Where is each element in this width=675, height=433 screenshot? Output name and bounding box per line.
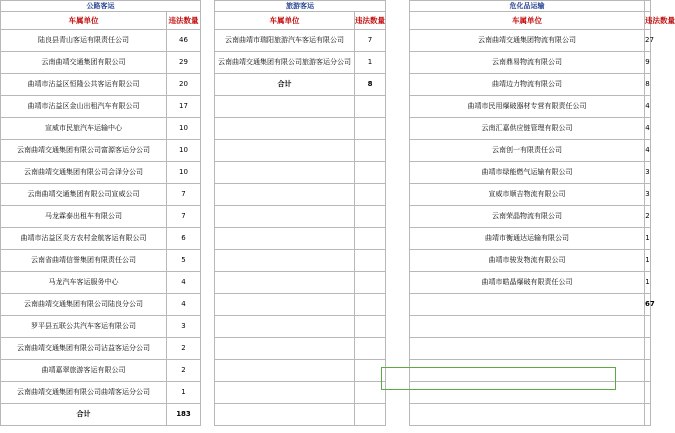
empty-cell[interactable] xyxy=(645,316,651,338)
gap-cell[interactable] xyxy=(201,206,215,228)
road-count-cell[interactable]: 10 xyxy=(167,140,201,162)
header-unit-hazard[interactable]: 车属单位 xyxy=(410,12,645,30)
road-unit-cell[interactable]: 云南曲靖交通集团有限公司 xyxy=(1,52,167,74)
empty-cell[interactable] xyxy=(215,338,355,360)
hazard-unit-cell[interactable]: 云南鼎易物流有限公司 xyxy=(410,52,645,74)
hazard-unit-cell[interactable]: 曲靖市皓晶爆破有限责任公司 xyxy=(410,272,645,294)
tour-unit-cell[interactable]: 云南曲靖市瑞阳旅游汽车客运有限公司 xyxy=(215,30,355,52)
header-count-hazard[interactable]: 违法数量 xyxy=(645,12,651,30)
hazard-count-cell[interactable]: 3 xyxy=(645,162,651,184)
road-unit-cell[interactable]: 宣威市民旅汽车运输中心 xyxy=(1,118,167,140)
table-row xyxy=(1,404,651,426)
empty-cell[interactable] xyxy=(645,382,651,404)
hazard-unit-cell[interactable]: 宣威市顺吉物流有限公司 xyxy=(410,184,645,206)
hazard-count-cell[interactable]: 27 xyxy=(645,30,651,52)
table-row xyxy=(1,74,651,96)
road-count-cell[interactable]: 29 xyxy=(167,52,201,74)
road-unit-cell[interactable]: 云南曲靖交通集团有限公司沾益客运分公司 xyxy=(1,338,167,360)
table-row xyxy=(1,52,651,74)
empty-cell[interactable] xyxy=(355,382,386,404)
table-row xyxy=(1,96,651,118)
empty-cell[interactable] xyxy=(215,272,355,294)
table-row xyxy=(1,272,651,294)
hazard-count-cell[interactable]: 4 xyxy=(645,96,651,118)
road-unit-cell[interactable]: 马龙汽车客运服务中心 xyxy=(1,272,167,294)
road-count-cell[interactable]: 10 xyxy=(167,118,201,140)
gap-cell[interactable] xyxy=(201,272,215,294)
empty-cell[interactable] xyxy=(355,360,386,382)
tour-total-label[interactable]: 合计 xyxy=(215,74,355,96)
gap-cell[interactable] xyxy=(201,162,215,184)
table-row xyxy=(1,338,651,360)
gap-cell[interactable] xyxy=(386,338,410,360)
road-unit-cell[interactable]: 云南曲靖交通集团有限公司曲靖客运分公司 xyxy=(1,382,167,404)
gap-cell[interactable] xyxy=(386,382,410,404)
road-unit-cell[interactable]: 云南曲靖交通集团有限公司陆良分公司 xyxy=(1,294,167,316)
gap-cell[interactable] xyxy=(201,140,215,162)
empty-cell[interactable] xyxy=(645,1,651,12)
empty-cell[interactable] xyxy=(355,250,386,272)
hazard-unit-cell[interactable]: 曲靖市绿能燃气运输有限公司 xyxy=(410,162,645,184)
empty-cell[interactable] xyxy=(355,294,386,316)
hazard-count-cell[interactable]: 2 xyxy=(645,206,651,228)
hazard-count-cell[interactable]: 8 xyxy=(645,74,651,96)
gap-cell[interactable] xyxy=(386,228,410,250)
hazard-unit-cell[interactable]: 云南汇嘉供应链管理有限公司 xyxy=(410,118,645,140)
empty-cell[interactable] xyxy=(355,338,386,360)
gap-cell[interactable] xyxy=(386,1,410,12)
hazard-unit-cell[interactable]: 云南创一有限责任公司 xyxy=(410,140,645,162)
road-count-cell[interactable]: 4 xyxy=(167,272,201,294)
empty-cell[interactable] xyxy=(410,404,645,426)
empty-cell[interactable] xyxy=(215,316,355,338)
empty-cell[interactable] xyxy=(215,360,355,382)
gap-cell[interactable] xyxy=(201,12,215,30)
gap-cell[interactable] xyxy=(386,12,410,30)
road-unit-cell[interactable]: 马龙霖泰出租车有限公司 xyxy=(1,206,167,228)
empty-cell[interactable] xyxy=(645,338,651,360)
hazard-unit-cell[interactable]: 曲靖市民用爆破器材专营有限责任公司 xyxy=(410,96,645,118)
hazard-unit-cell[interactable]: 云南荣晶物流有限公司 xyxy=(410,206,645,228)
road-count-cell[interactable]: 4 xyxy=(167,294,201,316)
hazard-count-cell[interactable]: 1 xyxy=(645,272,651,294)
table-row xyxy=(1,184,651,206)
gap-cell[interactable] xyxy=(386,184,410,206)
empty-cell[interactable] xyxy=(645,404,651,426)
section-title-road[interactable]: 公路客运 xyxy=(1,1,201,12)
empty-cell[interactable] xyxy=(355,404,386,426)
table-row xyxy=(1,360,651,382)
road-count-cell[interactable]: 7 xyxy=(167,184,201,206)
empty-cell[interactable] xyxy=(645,360,651,382)
gap-cell[interactable] xyxy=(386,162,410,184)
hazard-count-cell[interactable]: 4 xyxy=(645,118,651,140)
gap-cell[interactable] xyxy=(386,96,410,118)
table-row xyxy=(1,228,651,250)
empty-cell[interactable] xyxy=(410,382,645,404)
gap-cell[interactable] xyxy=(386,294,410,316)
road-count-cell[interactable]: 3 xyxy=(167,316,201,338)
road-total-label[interactable]: 合计 xyxy=(1,404,167,426)
gap-cell[interactable] xyxy=(386,140,410,162)
empty-cell[interactable] xyxy=(355,96,386,118)
hazard-count-cell[interactable]: 3 xyxy=(645,184,651,206)
empty-cell[interactable] xyxy=(355,162,386,184)
empty-cell[interactable] xyxy=(215,140,355,162)
road-unit-cell[interactable]: 曲靖市沾益区炎方农村金航客运有限公司 xyxy=(1,228,167,250)
road-count-cell[interactable]: 7 xyxy=(167,206,201,228)
empty-cell[interactable] xyxy=(410,338,645,360)
road-unit-cell[interactable]: 罗平县五联公共汽车客运有限公司 xyxy=(1,316,167,338)
gap-cell[interactable] xyxy=(386,52,410,74)
table-row xyxy=(1,140,651,162)
empty-cell[interactable] xyxy=(355,228,386,250)
empty-cell[interactable] xyxy=(215,184,355,206)
empty-cell[interactable] xyxy=(215,294,355,316)
header-unit-road[interactable]: 车属单位 xyxy=(1,12,167,30)
empty-cell[interactable] xyxy=(215,250,355,272)
gap-cell[interactable] xyxy=(386,360,410,382)
empty-cell[interactable] xyxy=(410,294,645,316)
header-count-tour[interactable]: 违法数量 xyxy=(355,12,386,30)
gap-cell[interactable] xyxy=(386,74,410,96)
section-title-row xyxy=(1,1,651,12)
gap-cell[interactable] xyxy=(386,316,410,338)
road-unit-cell[interactable]: 曲靖市沾益区恒隆公共客运有限公司 xyxy=(1,74,167,96)
gap-cell[interactable] xyxy=(201,360,215,382)
hazard-count-cell[interactable]: 1 xyxy=(645,250,651,272)
section-title-hazard[interactable]: 危化品运输 xyxy=(410,1,645,12)
hazard-unit-cell[interactable]: 曲靖边力物流有限公司 xyxy=(410,74,645,96)
gap-cell[interactable] xyxy=(201,404,215,426)
tour-unit-cell[interactable]: 云南曲靖交通集团有限公司旅游客运分公司 xyxy=(215,52,355,74)
hazard-unit-cell[interactable]: 云南曲靖交通集团物流有限公司 xyxy=(410,30,645,52)
empty-cell[interactable] xyxy=(215,162,355,184)
tour-count-cell[interactable]: 1 xyxy=(355,52,386,74)
table-row xyxy=(1,382,651,404)
road-unit-cell[interactable]: 云南省曲靖信誉集团有限责任公司 xyxy=(1,250,167,272)
gap-cell[interactable] xyxy=(386,404,410,426)
gap-cell[interactable] xyxy=(201,1,215,12)
gap-cell[interactable] xyxy=(201,338,215,360)
hazard-count-cell[interactable]: 4 xyxy=(645,140,651,162)
empty-cell[interactable] xyxy=(355,118,386,140)
empty-cell[interactable] xyxy=(215,118,355,140)
road-unit-cell[interactable]: 曲靖市沾益区金山出租汽车有限公司 xyxy=(1,96,167,118)
road-unit-cell[interactable]: 曲靖嘉翠旅游客运有限公司 xyxy=(1,360,167,382)
empty-cell[interactable] xyxy=(215,96,355,118)
empty-cell[interactable] xyxy=(215,382,355,404)
gap-cell[interactable] xyxy=(386,118,410,140)
road-count-cell[interactable]: 1 xyxy=(167,382,201,404)
road-count-cell[interactable]: 17 xyxy=(167,96,201,118)
empty-cell[interactable] xyxy=(355,316,386,338)
road-unit-cell[interactable]: 云南曲靖交通集团有限公司富源客运分公司 xyxy=(1,140,167,162)
empty-cell[interactable] xyxy=(355,206,386,228)
empty-cell[interactable] xyxy=(410,360,645,382)
hazard-unit-cell[interactable]: 曲靖市衡通达运输有限公司 xyxy=(410,228,645,250)
road-count-cell[interactable]: 2 xyxy=(167,360,201,382)
hazard-unit-cell[interactable]: 曲靖市骏发物流有限公司 xyxy=(410,250,645,272)
gap-cell[interactable] xyxy=(386,250,410,272)
empty-cell[interactable] xyxy=(215,404,355,426)
table-row xyxy=(1,118,651,140)
road-count-cell[interactable]: 6 xyxy=(167,228,201,250)
section-title-tour[interactable]: 旅游客运 xyxy=(215,1,386,12)
gap-cell[interactable] xyxy=(386,30,410,52)
tour-count-cell[interactable]: 7 xyxy=(355,30,386,52)
table-row xyxy=(1,206,651,228)
gap-cell[interactable] xyxy=(201,184,215,206)
hazard-count-cell[interactable]: 1 xyxy=(645,228,651,250)
header-unit-tour[interactable]: 车属单位 xyxy=(215,12,355,30)
road-count-cell[interactable]: 2 xyxy=(167,338,201,360)
empty-cell[interactable] xyxy=(410,316,645,338)
gap-cell[interactable] xyxy=(201,250,215,272)
gap-cell[interactable] xyxy=(386,206,410,228)
road-unit-cell[interactable]: 云南曲靖交通集团有限公司会泽分公司 xyxy=(1,162,167,184)
hazard-count-cell[interactable]: 9 xyxy=(645,52,651,74)
table-row xyxy=(1,30,651,52)
gap-cell[interactable] xyxy=(201,228,215,250)
empty-cell[interactable] xyxy=(355,140,386,162)
road-unit-cell[interactable]: 云南曲靖交通集团有限公司宣威公司 xyxy=(1,184,167,206)
road-count-cell[interactable]: 20 xyxy=(167,74,201,96)
header-count-road[interactable]: 违法数量 xyxy=(167,12,201,30)
gap-cell[interactable] xyxy=(201,382,215,404)
empty-cell[interactable] xyxy=(215,228,355,250)
table-row xyxy=(1,250,651,272)
empty-cell[interactable] xyxy=(355,272,386,294)
gap-cell[interactable] xyxy=(201,294,215,316)
gap-cell[interactable] xyxy=(386,272,410,294)
gap-cell[interactable] xyxy=(201,30,215,52)
road-count-cell[interactable]: 10 xyxy=(167,162,201,184)
gap-cell[interactable] xyxy=(201,118,215,140)
table-row xyxy=(1,294,651,316)
header-row xyxy=(1,12,651,30)
road-count-cell[interactable]: 46 xyxy=(167,30,201,52)
road-total-value[interactable]: 183 xyxy=(167,404,201,426)
table-row xyxy=(1,162,651,184)
road-unit-cell[interactable]: 陆良县青山客运有限责任公司 xyxy=(1,30,167,52)
tour-total-value[interactable]: 8 xyxy=(355,74,386,96)
gap-cell[interactable] xyxy=(201,74,215,96)
empty-cell[interactable] xyxy=(215,206,355,228)
table-row xyxy=(1,316,651,338)
road-count-cell[interactable]: 5 xyxy=(167,250,201,272)
gap-cell[interactable] xyxy=(201,316,215,338)
empty-cell[interactable] xyxy=(355,184,386,206)
gap-cell[interactable] xyxy=(201,52,215,74)
hazard-total-value[interactable]: 67 xyxy=(645,294,651,316)
gap-cell[interactable] xyxy=(201,96,215,118)
